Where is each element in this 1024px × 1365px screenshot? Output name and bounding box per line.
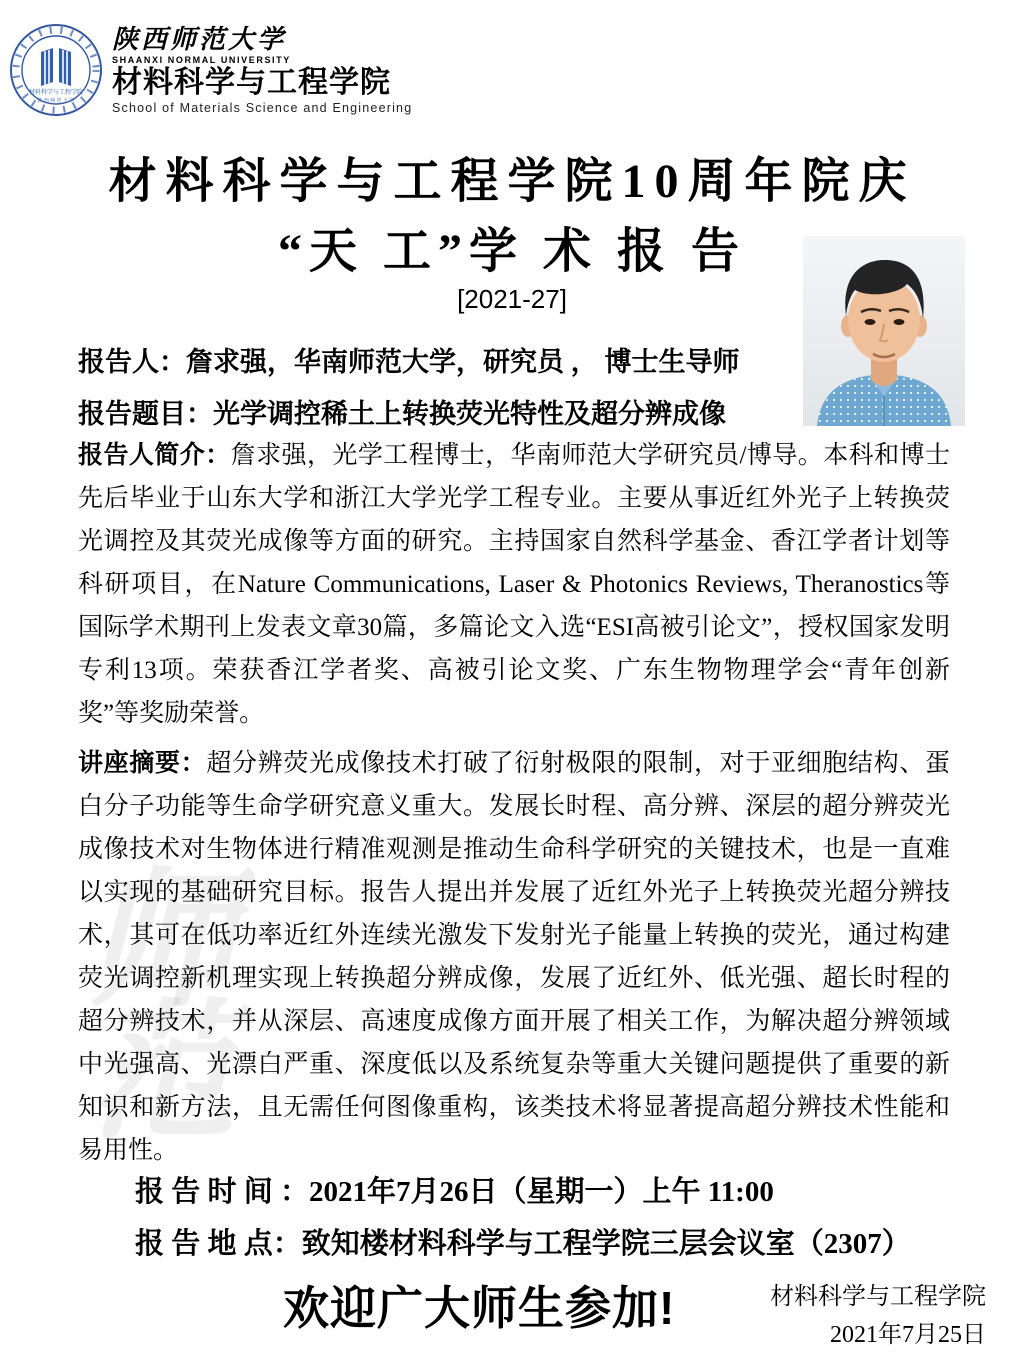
bio-label: 报告人简介：	[78, 442, 231, 469]
speaker-photo	[803, 236, 965, 426]
time-line	[135, 1166, 911, 1218]
signature-school: 材料科学与工程学院	[770, 1284, 986, 1310]
poster-title-line1: 材料科学与工程学院10周年院庆	[108, 155, 916, 208]
place-value: 致知楼材料科学与工程学院三层会议室（2307）	[301, 1228, 911, 1260]
letterhead	[8, 22, 412, 118]
signature-block	[686, 1278, 986, 1354]
speaker-value: 詹求强，华南师范大学，研究员 ， 博士生导师	[186, 347, 740, 377]
topic-value: 光学调控稀土上转换荧光特性及超分辨成像	[213, 399, 726, 429]
letterhead-text	[112, 22, 412, 116]
time-label: 报 告 时 间 ：	[135, 1176, 310, 1208]
speaker-portrait-icon	[803, 236, 965, 426]
bio-text: 詹求强，光学工程博士，华南师范大学研究员/博导。本科和博士先后毕业于山东大学和浙江大学光学工程专业。主要从事近红外光子上转换荧光调控及其荧光成像等方面的研究。主持国家自然科学基金、香江学者计划等科研项目，在Nature Communications, Laser & Photonics Reviews, Theranostics等国际学术期刊上发表文章30篇，多篇论文入选“ESI高被引论文”，授权国家发明专利13项。荣获香江学者奖、高被引论文奖、广东生物物理学会“青年创新奖”等奖励荣誉。	[78, 442, 950, 727]
university-seal-icon	[8, 22, 104, 118]
abstract-label: 讲座摘要：	[78, 750, 207, 777]
university-name-en: SHAANXI NORMAL UNIVERSITY	[112, 55, 291, 65]
calligraphy-watermark: 师范	[60, 860, 236, 1124]
place-line	[135, 1218, 911, 1270]
welcome-message: 欢迎广大师生参加!	[283, 1282, 676, 1334]
topic-line	[78, 392, 818, 431]
place-label: 报 告 地 点：	[135, 1228, 302, 1260]
school-name-en: School of Materials Science and Engineering	[112, 101, 413, 115]
speaker-bio-paragraph	[78, 434, 950, 735]
poster-title-line2: “天 工”学 术 报 告	[277, 225, 746, 278]
signature-date: 2021年7月25日	[830, 1322, 986, 1348]
issue-number: [2021-27]	[457, 284, 567, 314]
topic-label: 报告题目：	[78, 399, 213, 429]
abstract-text: 超分辨荧光成像技术打破了衍射极限的限制，对于亚细胞结构、蛋白分子功能等生命学研究意义重大。发展长时程、高分辨、深层的超分辨荧光成像技术对生物体进行精准观测是推动生命科学研究的关键技术，也是一直难以实现的基础研究目标。报告人提出并发展了近红外光子上转换荧光超分辨技术，其可在低功率近红外连续光激发下发射光子能量上转换的荧光，通过构建荧光调控新机理实现上转换超分辨成像，发展了近红外、低光强、超长时程的超分辨技术，并从深层、高速度成像方面开展了相关工作，为解决超分辨领域中光强高、光漂白严重、深度低以及系统复杂等重大关键问题提供了重要的新知识和新方法，且无需任何图像重构，该类技术将显著提高超分辨技术性能和易用性。	[78, 750, 950, 1164]
time-value: 2021年7月26日（星期一）上午 11:00	[309, 1176, 774, 1208]
lecture-abstract-paragraph	[78, 742, 950, 1172]
speaker-line	[78, 340, 818, 379]
schedule-block	[135, 1166, 911, 1270]
svg-text:陕 西 师 范 大 学: 陕 西 师 范 大 学	[37, 98, 75, 104]
svg-text:材料科学与工程学院: 材料科学与工程学院	[28, 90, 84, 96]
speaker-label: 报告人：	[78, 347, 186, 377]
school-name-cn: 材料科学与工程学院	[112, 66, 391, 99]
university-name-cn: 陕西师范大学	[112, 25, 287, 55]
